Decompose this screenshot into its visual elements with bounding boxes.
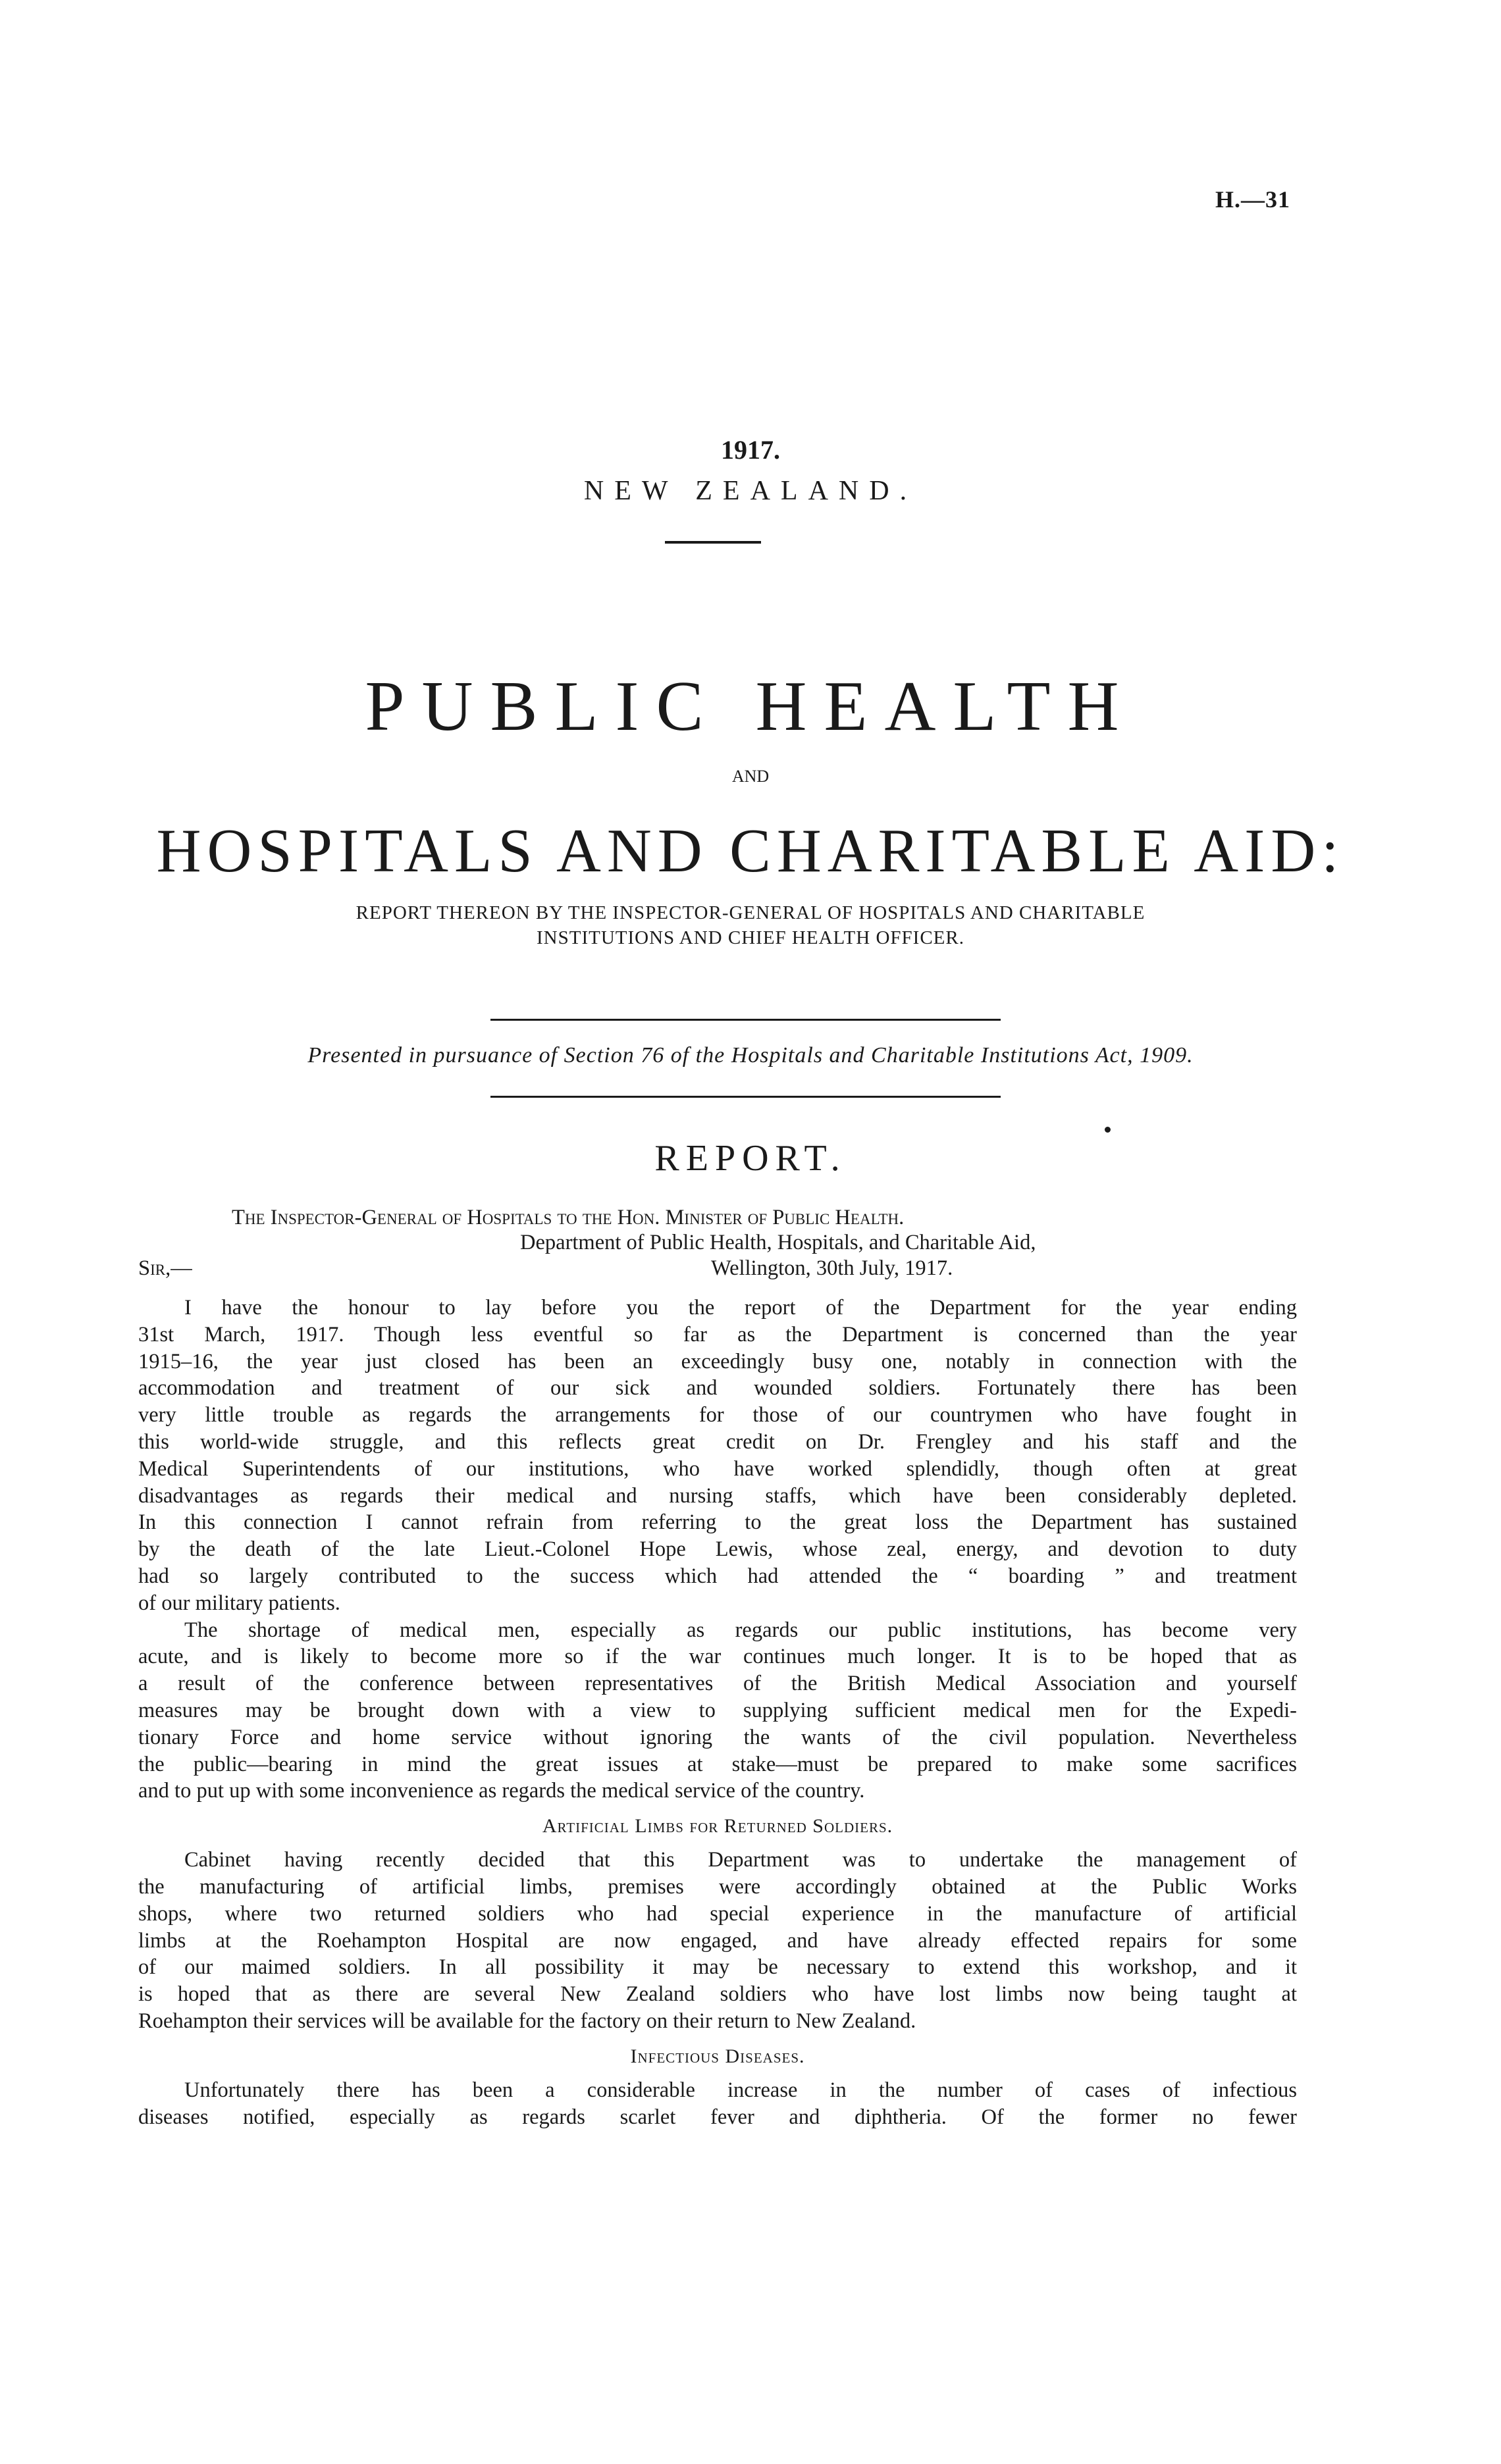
text-line: Roehampton their services will be available for the factory on their return to New Zealand. — [138, 2009, 916, 2033]
text-line: acute, and is likely to become more so if the war continues much longer. It is to be hoped that as — [138, 1645, 1297, 1669]
paragraph — [138, 1295, 1297, 1617]
title-public-health: PUBLIC HEALTH — [365, 667, 1136, 746]
subtitle-line-2: INSTITUTIONS AND CHIEF HEALTH OFFICER. — [537, 927, 964, 948]
text-line: had so largely contributed to the success which had attended the “ boarding ” and treatment — [138, 1564, 1297, 1588]
paragraph — [138, 1847, 1297, 2035]
letter-department: Department of Public Health, Hospitals, and Charitable Aid, — [520, 1231, 1036, 1254]
text-line: limbs at the Roehampton Hospital are now engaged, and have already effected repairs for some — [138, 1928, 1297, 1953]
letter-salutation: Sir,— — [138, 1256, 192, 1280]
text-line: this world-wide struggle, and this reflects great credit on Dr. Frengley and his staff and the — [138, 1429, 1297, 1454]
text-line: shops, where two returned soldiers who had special experience in the manufacture of artificial — [138, 1901, 1297, 1926]
text-line: 1915–16, the year just closed has been an exceedingly busy one, notably in connection with the — [138, 1349, 1297, 1373]
paragraph — [138, 1617, 1297, 1805]
report-heading: REPORT. — [654, 1138, 847, 1179]
stray-mark — [1105, 1127, 1111, 1133]
title-hospitals-charitable-aid: HOSPITALS AND CHARITABLE AID: — [156, 817, 1345, 885]
text-line: by the death of the late Lieut.-Colonel Hope Lewis, whose zeal, energy, and devotion to duty — [138, 1537, 1297, 1562]
divider — [490, 1096, 1001, 1098]
text-line: accommodation and treatment of our sick and wounded soldiers. Fortunately there has been — [138, 1376, 1297, 1400]
letter-address: The Inspector-General of Hospitals to the Hon. Minister of Public Health. — [232, 1206, 905, 1229]
text-line: In this connection I cannot refrain from referring to the great loss the Department has sustained — [138, 1510, 1297, 1535]
text-line: very little trouble as regards the arrangements for those of our countrymen who have fought in — [138, 1403, 1297, 1427]
text-line: of our maimed soldiers. In all possibility it may be necessary to extend this workshop, and it — [138, 1955, 1297, 1980]
text-line: Unfortunately there has been a considerable increase in the number of cases of infectious — [184, 2078, 1297, 2102]
text-line: is hoped that as there are several New Zealand soldiers who have lost limbs now being taught at — [138, 1982, 1297, 2007]
letter-place-date: Wellington, 30th July, 1917. — [711, 1256, 953, 1280]
title-and: AND — [731, 767, 770, 786]
text-line: of our military patients. — [138, 1591, 340, 1615]
text-line: tionary Force and home service without ignoring the wants of the civil population. Nevertheless — [138, 1725, 1297, 1749]
text-line: a result of the conference between representatives of the British Medical Association and yourself — [138, 1672, 1297, 1696]
divider — [490, 1019, 1001, 1021]
text-line: Medical Superintendents of our institutions, who have worked splendidly, though often at great — [138, 1456, 1297, 1481]
report-year: 1917. — [721, 435, 780, 465]
report-body — [138, 1295, 1297, 2130]
text-line: The shortage of medical men, especially as regards our public institutions, has become very — [184, 1618, 1297, 1642]
subtitle-line-1: REPORT THEREON BY THE INSPECTOR-GENERAL OF HOSPITALS AND CHARITABLE — [356, 902, 1146, 923]
subtitle — [0, 900, 1501, 950]
text-line: Cabinet having recently decided that this Department was to undertake the management of — [184, 1848, 1297, 1872]
section-heading: Infectious Diseases. — [630, 2045, 805, 2067]
divider — [665, 541, 761, 544]
paragraph — [138, 2077, 1297, 2131]
text-line: 31st March, 1917. Though less eventful so far as the Department is concerned than the year — [138, 1322, 1297, 1347]
text-line: and to put up with some inconvenience as regards the medical service of the country. — [138, 1779, 865, 1803]
section-heading: Artificial Limbs for Returned Soldiers. — [542, 1815, 893, 1837]
text-line: I have the honour to lay before you the report of the Department for the year ending — [184, 1296, 1297, 1320]
country-name: NEW ZEALAND. — [583, 476, 918, 506]
text-line: the public—bearing in mind the great issues at stake—must be prepared to make some sacrifices — [138, 1752, 1297, 1776]
text-line: disadvantages as regards their medical and nursing staffs, which have been considerably depleted. — [138, 1483, 1297, 1508]
text-line: the manufacturing of artificial limbs, premises were accordingly obtained at the Public Works — [138, 1874, 1297, 1899]
presented-note: Presented in pursuance of Section 76 of the Hospitals and Charitable Institutions Act, 1909. — [307, 1043, 1194, 1067]
text-line: diseases notified, especially as regards scarlet fever and diphtheria. Of the former no fewer — [138, 2105, 1297, 2129]
text-line: measures may be brought down with a view to supplying sufficient medical men for the Expedi- — [138, 1698, 1297, 1722]
page-reference: H.—31 — [1215, 186, 1290, 213]
